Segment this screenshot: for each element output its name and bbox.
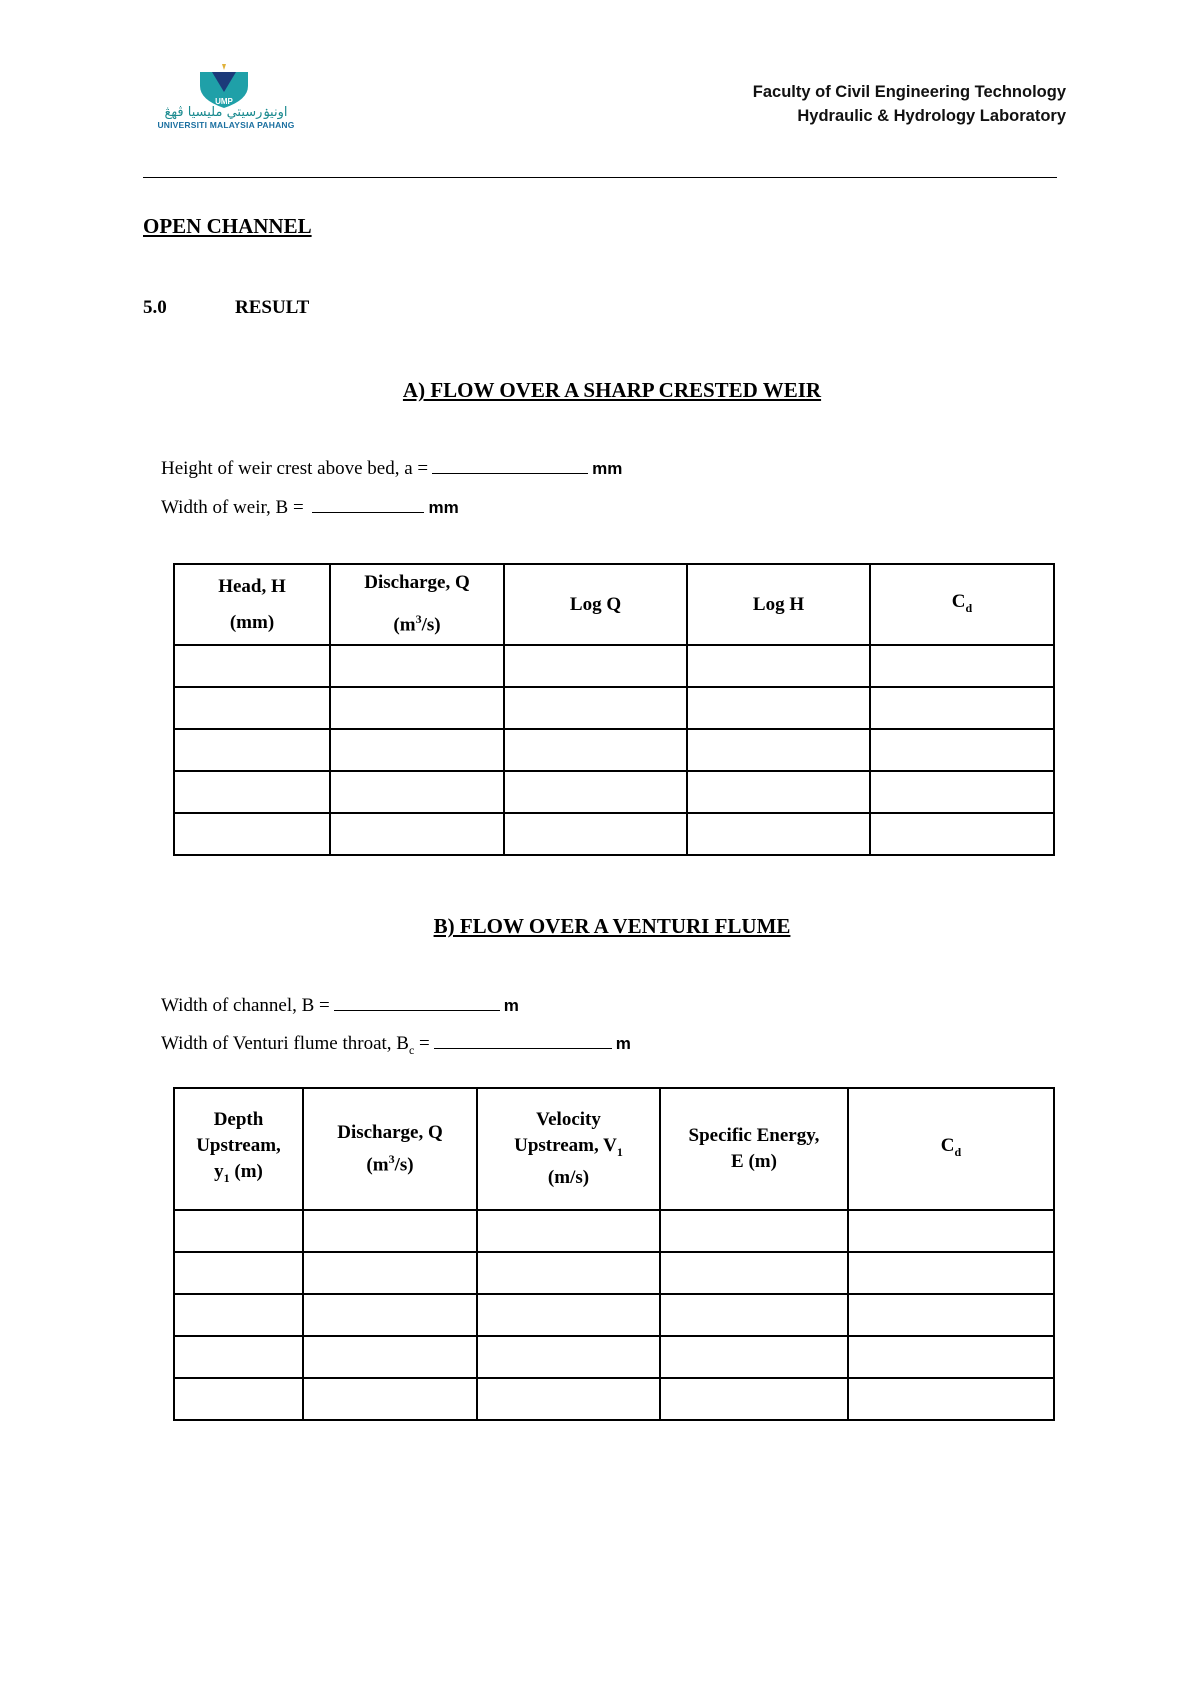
table-cell[interactable] xyxy=(174,729,330,771)
col-depth-upstream: Depth Upstream, $y_1$ (m) xyxy=(174,1088,303,1210)
table-cell[interactable] xyxy=(504,729,687,771)
table-cell[interactable] xyxy=(504,645,687,687)
throat-width-field xyxy=(161,1033,631,1058)
table-cell[interactable] xyxy=(870,687,1054,729)
table-cell[interactable] xyxy=(660,1336,848,1378)
university-logo xyxy=(146,50,306,134)
channel-width-field xyxy=(161,995,519,1017)
part-b-heading: B) FLOW OVER A VENTURI FLUME xyxy=(433,914,791,938)
table-row xyxy=(174,1210,1054,1252)
table-cell[interactable] xyxy=(870,813,1054,855)
weir-results-table xyxy=(173,563,1055,856)
col-cd: $C_d$ xyxy=(848,1088,1054,1210)
weir-width-unit: mm xyxy=(428,498,459,517)
table-cell[interactable] xyxy=(303,1252,477,1294)
table-cell[interactable] xyxy=(330,813,504,855)
university-name-jawi: اونيۏرسيتي مليسيا ڤهڠ xyxy=(164,105,288,120)
table-cell[interactable] xyxy=(687,687,870,729)
table-cell[interactable] xyxy=(303,1336,477,1378)
table-cell[interactable] xyxy=(660,1210,848,1252)
table-cell[interactable] xyxy=(330,729,504,771)
table-cell[interactable] xyxy=(174,645,330,687)
table-row xyxy=(174,813,1054,855)
table-cell[interactable] xyxy=(330,771,504,813)
table-cell[interactable] xyxy=(870,771,1054,813)
table-cell[interactable] xyxy=(303,1294,477,1336)
weir-height-label: Height of weir crest above bed, a = xyxy=(161,458,429,479)
table-row xyxy=(174,771,1054,813)
table-cell[interactable] xyxy=(477,1294,660,1336)
table-cell[interactable] xyxy=(848,1294,1054,1336)
table-row xyxy=(174,729,1054,771)
weir-height-blank[interactable] xyxy=(432,458,588,474)
table-cell[interactable] xyxy=(330,645,504,687)
throat-width-equals: = xyxy=(419,1033,430,1054)
col-discharge: Discharge, Q $(m^3/s)$ xyxy=(330,564,504,645)
channel-width-blank[interactable] xyxy=(334,995,500,1011)
university-name: UNIVERSITI MALAYSIA PAHANG xyxy=(157,120,295,130)
part-a-heading: A) FLOW OVER A SHARP CRESTED WEIR xyxy=(402,378,822,402)
table-row xyxy=(174,1378,1054,1420)
table-row xyxy=(174,687,1054,729)
throat-width-unit: m xyxy=(615,1034,631,1053)
col-cd: $C_d$ xyxy=(870,564,1054,645)
table-header-row xyxy=(174,564,1054,645)
table-cell[interactable] xyxy=(687,771,870,813)
section-label: RESULT xyxy=(235,297,310,318)
document-title: OPEN CHANNEL xyxy=(143,214,312,238)
section-heading xyxy=(143,297,309,319)
table-cell[interactable] xyxy=(174,1336,303,1378)
section-number: 5.0 xyxy=(143,297,167,318)
col-discharge: Discharge, Q $(m^3/s)$ xyxy=(303,1088,477,1210)
shield-text: UMP xyxy=(215,97,233,106)
channel-width-label: Width of channel, B = xyxy=(161,995,330,1016)
table-cell[interactable] xyxy=(174,1378,303,1420)
faculty-name: Faculty of Civil Engineering Technology xyxy=(752,83,1066,101)
weir-height-unit: mm xyxy=(592,459,623,478)
table-cell[interactable] xyxy=(848,1210,1054,1252)
table-cell[interactable] xyxy=(303,1378,477,1420)
col-log-q: Log Q xyxy=(504,564,687,645)
weir-width-label: Width of weir, B = xyxy=(161,497,304,518)
document-header xyxy=(753,80,1066,128)
table-cell[interactable] xyxy=(504,687,687,729)
table-row xyxy=(174,1336,1054,1378)
table-cell[interactable] xyxy=(504,771,687,813)
table-cell[interactable] xyxy=(687,813,870,855)
venturi-results-table xyxy=(173,1087,1055,1421)
weir-height-field xyxy=(161,458,622,480)
table-cell[interactable] xyxy=(687,729,870,771)
table-cell[interactable] xyxy=(477,1378,660,1420)
table-cell[interactable] xyxy=(687,645,870,687)
throat-width-subscript: c xyxy=(408,1042,415,1057)
table-cell[interactable] xyxy=(848,1336,1054,1378)
header-divider xyxy=(143,177,1057,178)
table-cell[interactable] xyxy=(504,813,687,855)
table-cell[interactable] xyxy=(848,1378,1054,1420)
table-cell[interactable] xyxy=(870,645,1054,687)
table-cell[interactable] xyxy=(660,1378,848,1420)
table-cell[interactable] xyxy=(330,687,504,729)
table-row xyxy=(174,645,1054,687)
table-cell[interactable] xyxy=(174,1210,303,1252)
weir-width-field xyxy=(161,497,459,519)
col-log-h: Log H xyxy=(687,564,870,645)
table-cell[interactable] xyxy=(174,813,330,855)
table-cell[interactable] xyxy=(174,1252,303,1294)
throat-width-blank[interactable] xyxy=(434,1033,612,1049)
table-cell[interactable] xyxy=(303,1210,477,1252)
table-cell[interactable] xyxy=(477,1336,660,1378)
table-cell[interactable] xyxy=(174,687,330,729)
channel-width-unit: m xyxy=(503,996,519,1015)
table-row xyxy=(174,1252,1054,1294)
table-cell[interactable] xyxy=(848,1252,1054,1294)
table-cell[interactable] xyxy=(174,771,330,813)
table-cell[interactable] xyxy=(660,1294,848,1336)
table-cell[interactable] xyxy=(477,1210,660,1252)
table-row xyxy=(174,1294,1054,1336)
table-cell[interactable] xyxy=(477,1252,660,1294)
laboratory-name: Hydraulic & Hydrology Laboratory xyxy=(797,107,1066,125)
col-specific-energy: Specific Energy, E (m) xyxy=(660,1088,848,1210)
col-velocity-upstream: Velocity Upstream, $V_1$ (m/s) xyxy=(477,1088,660,1210)
table-cell[interactable] xyxy=(174,1294,303,1336)
table-cell[interactable] xyxy=(660,1252,848,1294)
throat-width-label: Width of Venturi flume throat, B xyxy=(161,1033,409,1054)
table-cell[interactable] xyxy=(870,729,1054,771)
col-head: Head, H (mm) xyxy=(174,564,330,645)
table-header-row xyxy=(174,1088,1054,1210)
ump-shield-icon xyxy=(196,62,252,108)
weir-width-blank[interactable] xyxy=(312,497,424,513)
